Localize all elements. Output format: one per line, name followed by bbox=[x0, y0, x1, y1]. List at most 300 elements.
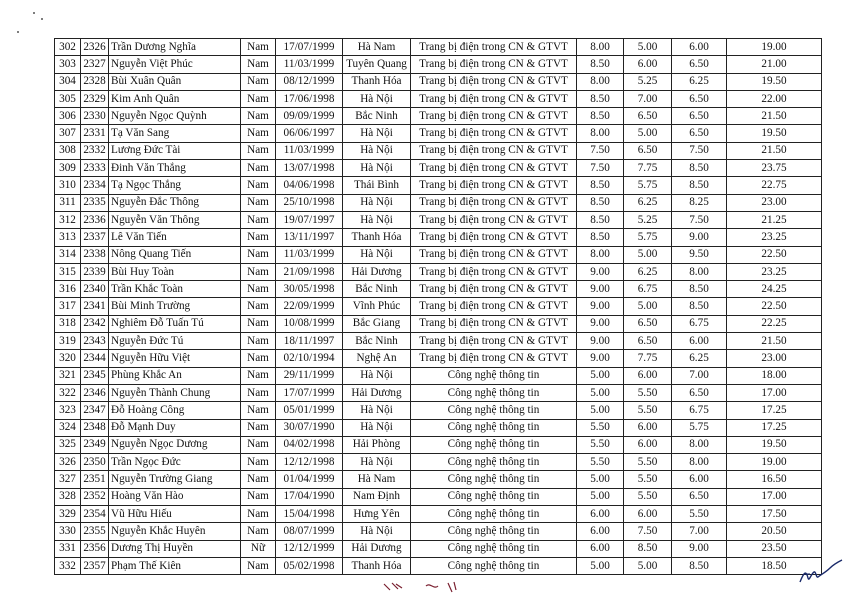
row-index-cell: 302 bbox=[55, 39, 81, 56]
birth-place-cell: Hà Nội bbox=[343, 90, 411, 107]
row-index-cell: 313 bbox=[55, 229, 81, 246]
major-cell: Công nghệ thông tin bbox=[411, 506, 577, 523]
birth-date-cell: 05/02/1998 bbox=[276, 557, 343, 574]
table-row bbox=[55, 263, 822, 280]
candidate-number-cell: 2345 bbox=[81, 367, 109, 384]
birth-place-cell: Thanh Hóa bbox=[343, 229, 411, 246]
gender-cell: Nam bbox=[241, 125, 276, 142]
score-2-cell: 6.50 bbox=[624, 108, 672, 125]
row-index-cell: 327 bbox=[55, 471, 81, 488]
table-row bbox=[55, 333, 822, 350]
score-2-cell: 7.00 bbox=[624, 90, 672, 107]
birth-date-cell: 08/07/1999 bbox=[276, 523, 343, 540]
score-3-cell: 8.50 bbox=[672, 557, 727, 574]
full-name-cell: Tạ Ngọc Thắng bbox=[109, 177, 241, 194]
birth-place-cell: Hà Nội bbox=[343, 246, 411, 263]
full-name-cell: Đinh Văn Thắng bbox=[109, 160, 241, 177]
table-row bbox=[55, 108, 822, 125]
score-1-cell: 5.50 bbox=[577, 436, 624, 453]
row-index-cell: 306 bbox=[55, 108, 81, 125]
score-2-cell: 6.50 bbox=[624, 333, 672, 350]
candidate-number-cell: 2343 bbox=[81, 333, 109, 350]
table-row bbox=[55, 39, 822, 56]
row-index-cell: 330 bbox=[55, 523, 81, 540]
birth-place-cell: Bắc Giang bbox=[343, 315, 411, 332]
full-name-cell: Đỗ Mạnh Duy bbox=[109, 419, 241, 436]
score-2-cell: 6.50 bbox=[624, 315, 672, 332]
score-3-cell: 8.50 bbox=[672, 281, 727, 298]
birth-place-cell: Bắc Ninh bbox=[343, 333, 411, 350]
gender-cell: Nam bbox=[241, 246, 276, 263]
score-3-cell: 6.00 bbox=[672, 471, 727, 488]
total-score-cell: 23.00 bbox=[727, 194, 822, 211]
major-cell: Trang bị điện trong CN & GTVT bbox=[411, 142, 577, 159]
score-1-cell: 6.00 bbox=[577, 506, 624, 523]
full-name-cell: Vũ Hữu Hiếu bbox=[109, 506, 241, 523]
bottom-pen-mark bbox=[382, 580, 472, 595]
row-index-cell: 303 bbox=[55, 56, 81, 73]
candidate-number-cell: 2357 bbox=[81, 557, 109, 574]
birth-date-cell: 09/09/1999 bbox=[276, 108, 343, 125]
candidate-number-cell: 2352 bbox=[81, 488, 109, 505]
full-name-cell: Nguyễn Khắc Huyên bbox=[109, 523, 241, 540]
full-name-cell: Nguyễn Việt Phúc bbox=[109, 56, 241, 73]
row-index-cell: 324 bbox=[55, 419, 81, 436]
score-3-cell: 6.50 bbox=[672, 108, 727, 125]
row-index-cell: 312 bbox=[55, 211, 81, 228]
birth-place-cell: Hà Nội bbox=[343, 419, 411, 436]
table-row bbox=[55, 142, 822, 159]
full-name-cell: Trần Dương Nghĩa bbox=[109, 39, 241, 56]
score-2-cell: 5.00 bbox=[624, 298, 672, 315]
row-index-cell: 331 bbox=[55, 540, 81, 557]
table-row bbox=[55, 281, 822, 298]
total-score-cell: 17.50 bbox=[727, 506, 822, 523]
candidate-number-cell: 2342 bbox=[81, 315, 109, 332]
score-2-cell: 8.50 bbox=[624, 540, 672, 557]
major-cell: Công nghệ thông tin bbox=[411, 419, 577, 436]
table-row bbox=[55, 160, 822, 177]
score-1-cell: 8.00 bbox=[577, 39, 624, 56]
full-name-cell: Phùng Khắc An bbox=[109, 367, 241, 384]
score-2-cell: 5.00 bbox=[624, 557, 672, 574]
birth-place-cell: Nam Định bbox=[343, 488, 411, 505]
scan-speck bbox=[17, 31, 19, 33]
score-3-cell: 9.50 bbox=[672, 246, 727, 263]
birth-date-cell: 17/07/1999 bbox=[276, 39, 343, 56]
score-2-cell: 7.50 bbox=[624, 523, 672, 540]
score-1-cell: 8.50 bbox=[577, 194, 624, 211]
birth-place-cell: Hà Nội bbox=[343, 160, 411, 177]
score-3-cell: 6.50 bbox=[672, 90, 727, 107]
full-name-cell: Phạm Thế Kiên bbox=[109, 557, 241, 574]
candidate-number-cell: 2354 bbox=[81, 506, 109, 523]
score-1-cell: 8.50 bbox=[577, 90, 624, 107]
birth-place-cell: Hải Phòng bbox=[343, 436, 411, 453]
full-name-cell: Trần Khắc Toàn bbox=[109, 281, 241, 298]
candidate-number-cell: 2347 bbox=[81, 402, 109, 419]
candidate-number-cell: 2330 bbox=[81, 108, 109, 125]
birth-date-cell: 05/01/1999 bbox=[276, 402, 343, 419]
birth-place-cell: Thanh Hóa bbox=[343, 73, 411, 90]
row-index-cell: 325 bbox=[55, 436, 81, 453]
total-score-cell: 22.75 bbox=[727, 177, 822, 194]
candidate-number-cell: 2338 bbox=[81, 246, 109, 263]
full-name-cell: Nguyễn Hữu Việt bbox=[109, 350, 241, 367]
major-cell: Trang bị điện trong CN & GTVT bbox=[411, 229, 577, 246]
table-row bbox=[55, 211, 822, 228]
gender-cell: Nam bbox=[241, 557, 276, 574]
score-2-cell: 7.75 bbox=[624, 160, 672, 177]
birth-date-cell: 17/07/1999 bbox=[276, 384, 343, 401]
score-3-cell: 7.00 bbox=[672, 367, 727, 384]
gender-cell: Nam bbox=[241, 56, 276, 73]
total-score-cell: 24.25 bbox=[727, 281, 822, 298]
birth-place-cell: Hà Nội bbox=[343, 125, 411, 142]
row-index-cell: 307 bbox=[55, 125, 81, 142]
score-3-cell: 6.50 bbox=[672, 384, 727, 401]
full-name-cell: Bùi Minh Trường bbox=[109, 298, 241, 315]
major-cell: Công nghệ thông tin bbox=[411, 540, 577, 557]
table-row bbox=[55, 506, 822, 523]
score-3-cell: 8.50 bbox=[672, 177, 727, 194]
score-2-cell: 6.75 bbox=[624, 281, 672, 298]
candidate-number-cell: 2326 bbox=[81, 39, 109, 56]
row-index-cell: 319 bbox=[55, 333, 81, 350]
gender-cell: Nam bbox=[241, 298, 276, 315]
birth-date-cell: 17/06/1998 bbox=[276, 90, 343, 107]
birth-place-cell: Hà Nam bbox=[343, 39, 411, 56]
score-2-cell: 5.00 bbox=[624, 39, 672, 56]
gender-cell: Nam bbox=[241, 367, 276, 384]
gender-cell: Nam bbox=[241, 160, 276, 177]
total-score-cell: 17.25 bbox=[727, 402, 822, 419]
score-3-cell: 8.00 bbox=[672, 454, 727, 471]
total-score-cell: 19.50 bbox=[727, 436, 822, 453]
birth-date-cell: 29/11/1999 bbox=[276, 367, 343, 384]
row-index-cell: 318 bbox=[55, 315, 81, 332]
full-name-cell: Dương Thị Huyền bbox=[109, 540, 241, 557]
birth-date-cell: 12/12/1999 bbox=[276, 540, 343, 557]
birth-date-cell: 17/04/1990 bbox=[276, 488, 343, 505]
gender-cell: Nam bbox=[241, 402, 276, 419]
birth-date-cell: 10/08/1999 bbox=[276, 315, 343, 332]
row-index-cell: 329 bbox=[55, 506, 81, 523]
birth-date-cell: 06/06/1997 bbox=[276, 125, 343, 142]
birth-place-cell: Hà Nội bbox=[343, 211, 411, 228]
birth-place-cell: Hải Dương bbox=[343, 384, 411, 401]
table-row bbox=[55, 229, 822, 246]
birth-date-cell: 11/03/1999 bbox=[276, 142, 343, 159]
birth-date-cell: 02/10/1994 bbox=[276, 350, 343, 367]
birth-date-cell: 21/09/1998 bbox=[276, 263, 343, 280]
row-index-cell: 309 bbox=[55, 160, 81, 177]
score-2-cell: 5.50 bbox=[624, 488, 672, 505]
score-3-cell: 6.50 bbox=[672, 488, 727, 505]
table-row bbox=[55, 367, 822, 384]
gender-cell: Nam bbox=[241, 229, 276, 246]
handwritten-signature bbox=[796, 558, 844, 588]
score-2-cell: 5.75 bbox=[624, 177, 672, 194]
major-cell: Trang bị điện trong CN & GTVT bbox=[411, 281, 577, 298]
table-row bbox=[55, 419, 822, 436]
major-cell: Trang bị điện trong CN & GTVT bbox=[411, 160, 577, 177]
score-2-cell: 6.00 bbox=[624, 367, 672, 384]
birth-date-cell: 11/03/1999 bbox=[276, 56, 343, 73]
major-cell: Công nghệ thông tin bbox=[411, 471, 577, 488]
score-2-cell: 5.75 bbox=[624, 229, 672, 246]
full-name-cell: Nghiêm Đỗ Tuấn Tú bbox=[109, 315, 241, 332]
birth-date-cell: 18/11/1997 bbox=[276, 333, 343, 350]
row-index-cell: 310 bbox=[55, 177, 81, 194]
score-2-cell: 5.50 bbox=[624, 471, 672, 488]
score-2-cell: 6.00 bbox=[624, 56, 672, 73]
score-1-cell: 9.00 bbox=[577, 350, 624, 367]
score-2-cell: 5.25 bbox=[624, 73, 672, 90]
table-row bbox=[55, 194, 822, 211]
score-1-cell: 8.50 bbox=[577, 229, 624, 246]
row-index-cell: 314 bbox=[55, 246, 81, 263]
candidate-number-cell: 2334 bbox=[81, 177, 109, 194]
table-row bbox=[55, 298, 822, 315]
candidate-number-cell: 2327 bbox=[81, 56, 109, 73]
major-cell: Trang bị điện trong CN & GTVT bbox=[411, 298, 577, 315]
birth-place-cell: Hà Nội bbox=[343, 142, 411, 159]
major-cell: Trang bị điện trong CN & GTVT bbox=[411, 246, 577, 263]
major-cell: Trang bị điện trong CN & GTVT bbox=[411, 90, 577, 107]
major-cell: Trang bị điện trong CN & GTVT bbox=[411, 315, 577, 332]
full-name-cell: Nguyễn Trường Giang bbox=[109, 471, 241, 488]
major-cell: Trang bị điện trong CN & GTVT bbox=[411, 211, 577, 228]
score-3-cell: 8.50 bbox=[672, 298, 727, 315]
total-score-cell: 23.25 bbox=[727, 229, 822, 246]
score-1-cell: 9.00 bbox=[577, 281, 624, 298]
score-1-cell: 7.50 bbox=[577, 160, 624, 177]
major-cell: Công nghệ thông tin bbox=[411, 557, 577, 574]
full-name-cell: Tạ Văn Sang bbox=[109, 125, 241, 142]
score-3-cell: 6.75 bbox=[672, 315, 727, 332]
score-3-cell: 6.00 bbox=[672, 39, 727, 56]
birth-place-cell: Hải Dương bbox=[343, 263, 411, 280]
gender-cell: Nam bbox=[241, 108, 276, 125]
score-1-cell: 8.00 bbox=[577, 125, 624, 142]
total-score-cell: 16.50 bbox=[727, 471, 822, 488]
score-1-cell: 6.00 bbox=[577, 523, 624, 540]
major-cell: Trang bị điện trong CN & GTVT bbox=[411, 125, 577, 142]
gender-cell: Nam bbox=[241, 488, 276, 505]
score-1-cell: 9.00 bbox=[577, 263, 624, 280]
full-name-cell: Hoàng Văn Hào bbox=[109, 488, 241, 505]
total-score-cell: 22.00 bbox=[727, 90, 822, 107]
table-row bbox=[55, 315, 822, 332]
major-cell: Công nghệ thông tin bbox=[411, 454, 577, 471]
birth-date-cell: 19/07/1997 bbox=[276, 211, 343, 228]
full-name-cell: Nguyễn Ngọc Dương bbox=[109, 436, 241, 453]
table-row bbox=[55, 402, 822, 419]
major-cell: Công nghệ thông tin bbox=[411, 402, 577, 419]
major-cell: Trang bị điện trong CN & GTVT bbox=[411, 333, 577, 350]
birth-place-cell: Hà Nội bbox=[343, 402, 411, 419]
score-1-cell: 5.00 bbox=[577, 488, 624, 505]
total-score-cell: 17.00 bbox=[727, 384, 822, 401]
candidate-number-cell: 2349 bbox=[81, 436, 109, 453]
row-index-cell: 316 bbox=[55, 281, 81, 298]
birth-date-cell: 22/09/1999 bbox=[276, 298, 343, 315]
gender-cell: Nữ bbox=[241, 540, 276, 557]
candidate-number-cell: 2346 bbox=[81, 384, 109, 401]
total-score-cell: 20.50 bbox=[727, 523, 822, 540]
total-score-cell: 23.50 bbox=[727, 540, 822, 557]
full-name-cell: Nguyễn Văn Thông bbox=[109, 211, 241, 228]
major-cell: Trang bị điện trong CN & GTVT bbox=[411, 350, 577, 367]
score-3-cell: 5.50 bbox=[672, 506, 727, 523]
score-2-cell: 6.00 bbox=[624, 506, 672, 523]
major-cell: Trang bị điện trong CN & GTVT bbox=[411, 39, 577, 56]
table-row bbox=[55, 540, 822, 557]
gender-cell: Nam bbox=[241, 281, 276, 298]
table-row bbox=[55, 177, 822, 194]
total-score-cell: 18.00 bbox=[727, 367, 822, 384]
major-cell: Công nghệ thông tin bbox=[411, 523, 577, 540]
row-index-cell: 328 bbox=[55, 488, 81, 505]
row-index-cell: 308 bbox=[55, 142, 81, 159]
score-2-cell: 6.25 bbox=[624, 194, 672, 211]
candidate-number-cell: 2351 bbox=[81, 471, 109, 488]
table-row bbox=[55, 471, 822, 488]
score-1-cell: 8.00 bbox=[577, 246, 624, 263]
row-index-cell: 305 bbox=[55, 90, 81, 107]
score-2-cell: 6.00 bbox=[624, 419, 672, 436]
row-index-cell: 332 bbox=[55, 557, 81, 574]
gender-cell: Nam bbox=[241, 506, 276, 523]
table-row bbox=[55, 73, 822, 90]
row-index-cell: 304 bbox=[55, 73, 81, 90]
total-score-cell: 18.50 bbox=[727, 557, 822, 574]
score-3-cell: 6.00 bbox=[672, 333, 727, 350]
score-2-cell: 6.50 bbox=[624, 142, 672, 159]
birth-date-cell: 04/06/1998 bbox=[276, 177, 343, 194]
total-score-cell: 22.50 bbox=[727, 298, 822, 315]
score-1-cell: 6.00 bbox=[577, 540, 624, 557]
results-table bbox=[54, 38, 822, 575]
birth-place-cell: Hà Nội bbox=[343, 194, 411, 211]
birth-place-cell: Thanh Hóa bbox=[343, 557, 411, 574]
score-1-cell: 5.00 bbox=[577, 471, 624, 488]
gender-cell: Nam bbox=[241, 315, 276, 332]
total-score-cell: 19.00 bbox=[727, 39, 822, 56]
gender-cell: Nam bbox=[241, 90, 276, 107]
score-3-cell: 9.00 bbox=[672, 540, 727, 557]
score-3-cell: 6.75 bbox=[672, 402, 727, 419]
birth-date-cell: 12/12/1998 bbox=[276, 454, 343, 471]
table-row bbox=[55, 350, 822, 367]
score-3-cell: 8.50 bbox=[672, 160, 727, 177]
score-1-cell: 9.00 bbox=[577, 298, 624, 315]
birth-place-cell: Bắc Ninh bbox=[343, 281, 411, 298]
score-1-cell: 5.00 bbox=[577, 367, 624, 384]
total-score-cell: 22.50 bbox=[727, 246, 822, 263]
score-3-cell: 7.50 bbox=[672, 142, 727, 159]
candidate-number-cell: 2348 bbox=[81, 419, 109, 436]
birth-place-cell: Thái Bình bbox=[343, 177, 411, 194]
total-score-cell: 17.00 bbox=[727, 488, 822, 505]
gender-cell: Nam bbox=[241, 142, 276, 159]
gender-cell: Nam bbox=[241, 194, 276, 211]
score-1-cell: 5.50 bbox=[577, 419, 624, 436]
full-name-cell: Lê Văn Tiến bbox=[109, 229, 241, 246]
gender-cell: Nam bbox=[241, 419, 276, 436]
row-index-cell: 311 bbox=[55, 194, 81, 211]
gender-cell: Nam bbox=[241, 73, 276, 90]
birth-date-cell: 25/10/1998 bbox=[276, 194, 343, 211]
candidate-number-cell: 2350 bbox=[81, 454, 109, 471]
table-row bbox=[55, 125, 822, 142]
birth-place-cell: Tuyên Quang bbox=[343, 56, 411, 73]
score-3-cell: 9.00 bbox=[672, 229, 727, 246]
birth-place-cell: Bắc Ninh bbox=[343, 108, 411, 125]
gender-cell: Nam bbox=[241, 333, 276, 350]
total-score-cell: 21.25 bbox=[727, 211, 822, 228]
row-index-cell: 326 bbox=[55, 454, 81, 471]
table-row bbox=[55, 557, 822, 574]
score-2-cell: 7.75 bbox=[624, 350, 672, 367]
score-3-cell: 6.50 bbox=[672, 56, 727, 73]
total-score-cell: 19.00 bbox=[727, 454, 822, 471]
candidate-number-cell: 2331 bbox=[81, 125, 109, 142]
full-name-cell: Lương Đức Tài bbox=[109, 142, 241, 159]
full-name-cell: Nguyễn Ngọc Quỳnh bbox=[109, 108, 241, 125]
score-1-cell: 8.00 bbox=[577, 73, 624, 90]
major-cell: Trang bị điện trong CN & GTVT bbox=[411, 263, 577, 280]
score-1-cell: 5.00 bbox=[577, 384, 624, 401]
birth-date-cell: 13/11/1997 bbox=[276, 229, 343, 246]
full-name-cell: Bùi Xuân Quân bbox=[109, 73, 241, 90]
gender-cell: Nam bbox=[241, 471, 276, 488]
score-2-cell: 6.25 bbox=[624, 263, 672, 280]
full-name-cell: Nguyễn Đắc Thông bbox=[109, 194, 241, 211]
gender-cell: Nam bbox=[241, 523, 276, 540]
total-score-cell: 21.50 bbox=[727, 333, 822, 350]
score-2-cell: 6.00 bbox=[624, 436, 672, 453]
score-3-cell: 6.50 bbox=[672, 125, 727, 142]
birth-date-cell: 01/04/1999 bbox=[276, 471, 343, 488]
score-3-cell: 8.25 bbox=[672, 194, 727, 211]
full-name-cell: Nguyễn Thành Chung bbox=[109, 384, 241, 401]
table-row bbox=[55, 523, 822, 540]
candidate-number-cell: 2335 bbox=[81, 194, 109, 211]
full-name-cell: Nông Quang Tiến bbox=[109, 246, 241, 263]
total-score-cell: 19.50 bbox=[727, 73, 822, 90]
total-score-cell: 21.50 bbox=[727, 108, 822, 125]
candidate-number-cell: 2339 bbox=[81, 263, 109, 280]
score-3-cell: 6.25 bbox=[672, 73, 727, 90]
birth-place-cell: Hà Nội bbox=[343, 523, 411, 540]
major-cell: Trang bị điện trong CN & GTVT bbox=[411, 73, 577, 90]
total-score-cell: 23.75 bbox=[727, 160, 822, 177]
score-1-cell: 8.50 bbox=[577, 56, 624, 73]
major-cell: Trang bị điện trong CN & GTVT bbox=[411, 177, 577, 194]
candidate-number-cell: 2341 bbox=[81, 298, 109, 315]
full-name-cell: Kim Anh Quân bbox=[109, 90, 241, 107]
score-1-cell: 8.50 bbox=[577, 177, 624, 194]
candidate-number-cell: 2337 bbox=[81, 229, 109, 246]
gender-cell: Nam bbox=[241, 263, 276, 280]
score-3-cell: 6.25 bbox=[672, 350, 727, 367]
birth-place-cell: Nghệ An bbox=[343, 350, 411, 367]
candidate-number-cell: 2332 bbox=[81, 142, 109, 159]
score-1-cell: 9.00 bbox=[577, 333, 624, 350]
table-row bbox=[55, 488, 822, 505]
